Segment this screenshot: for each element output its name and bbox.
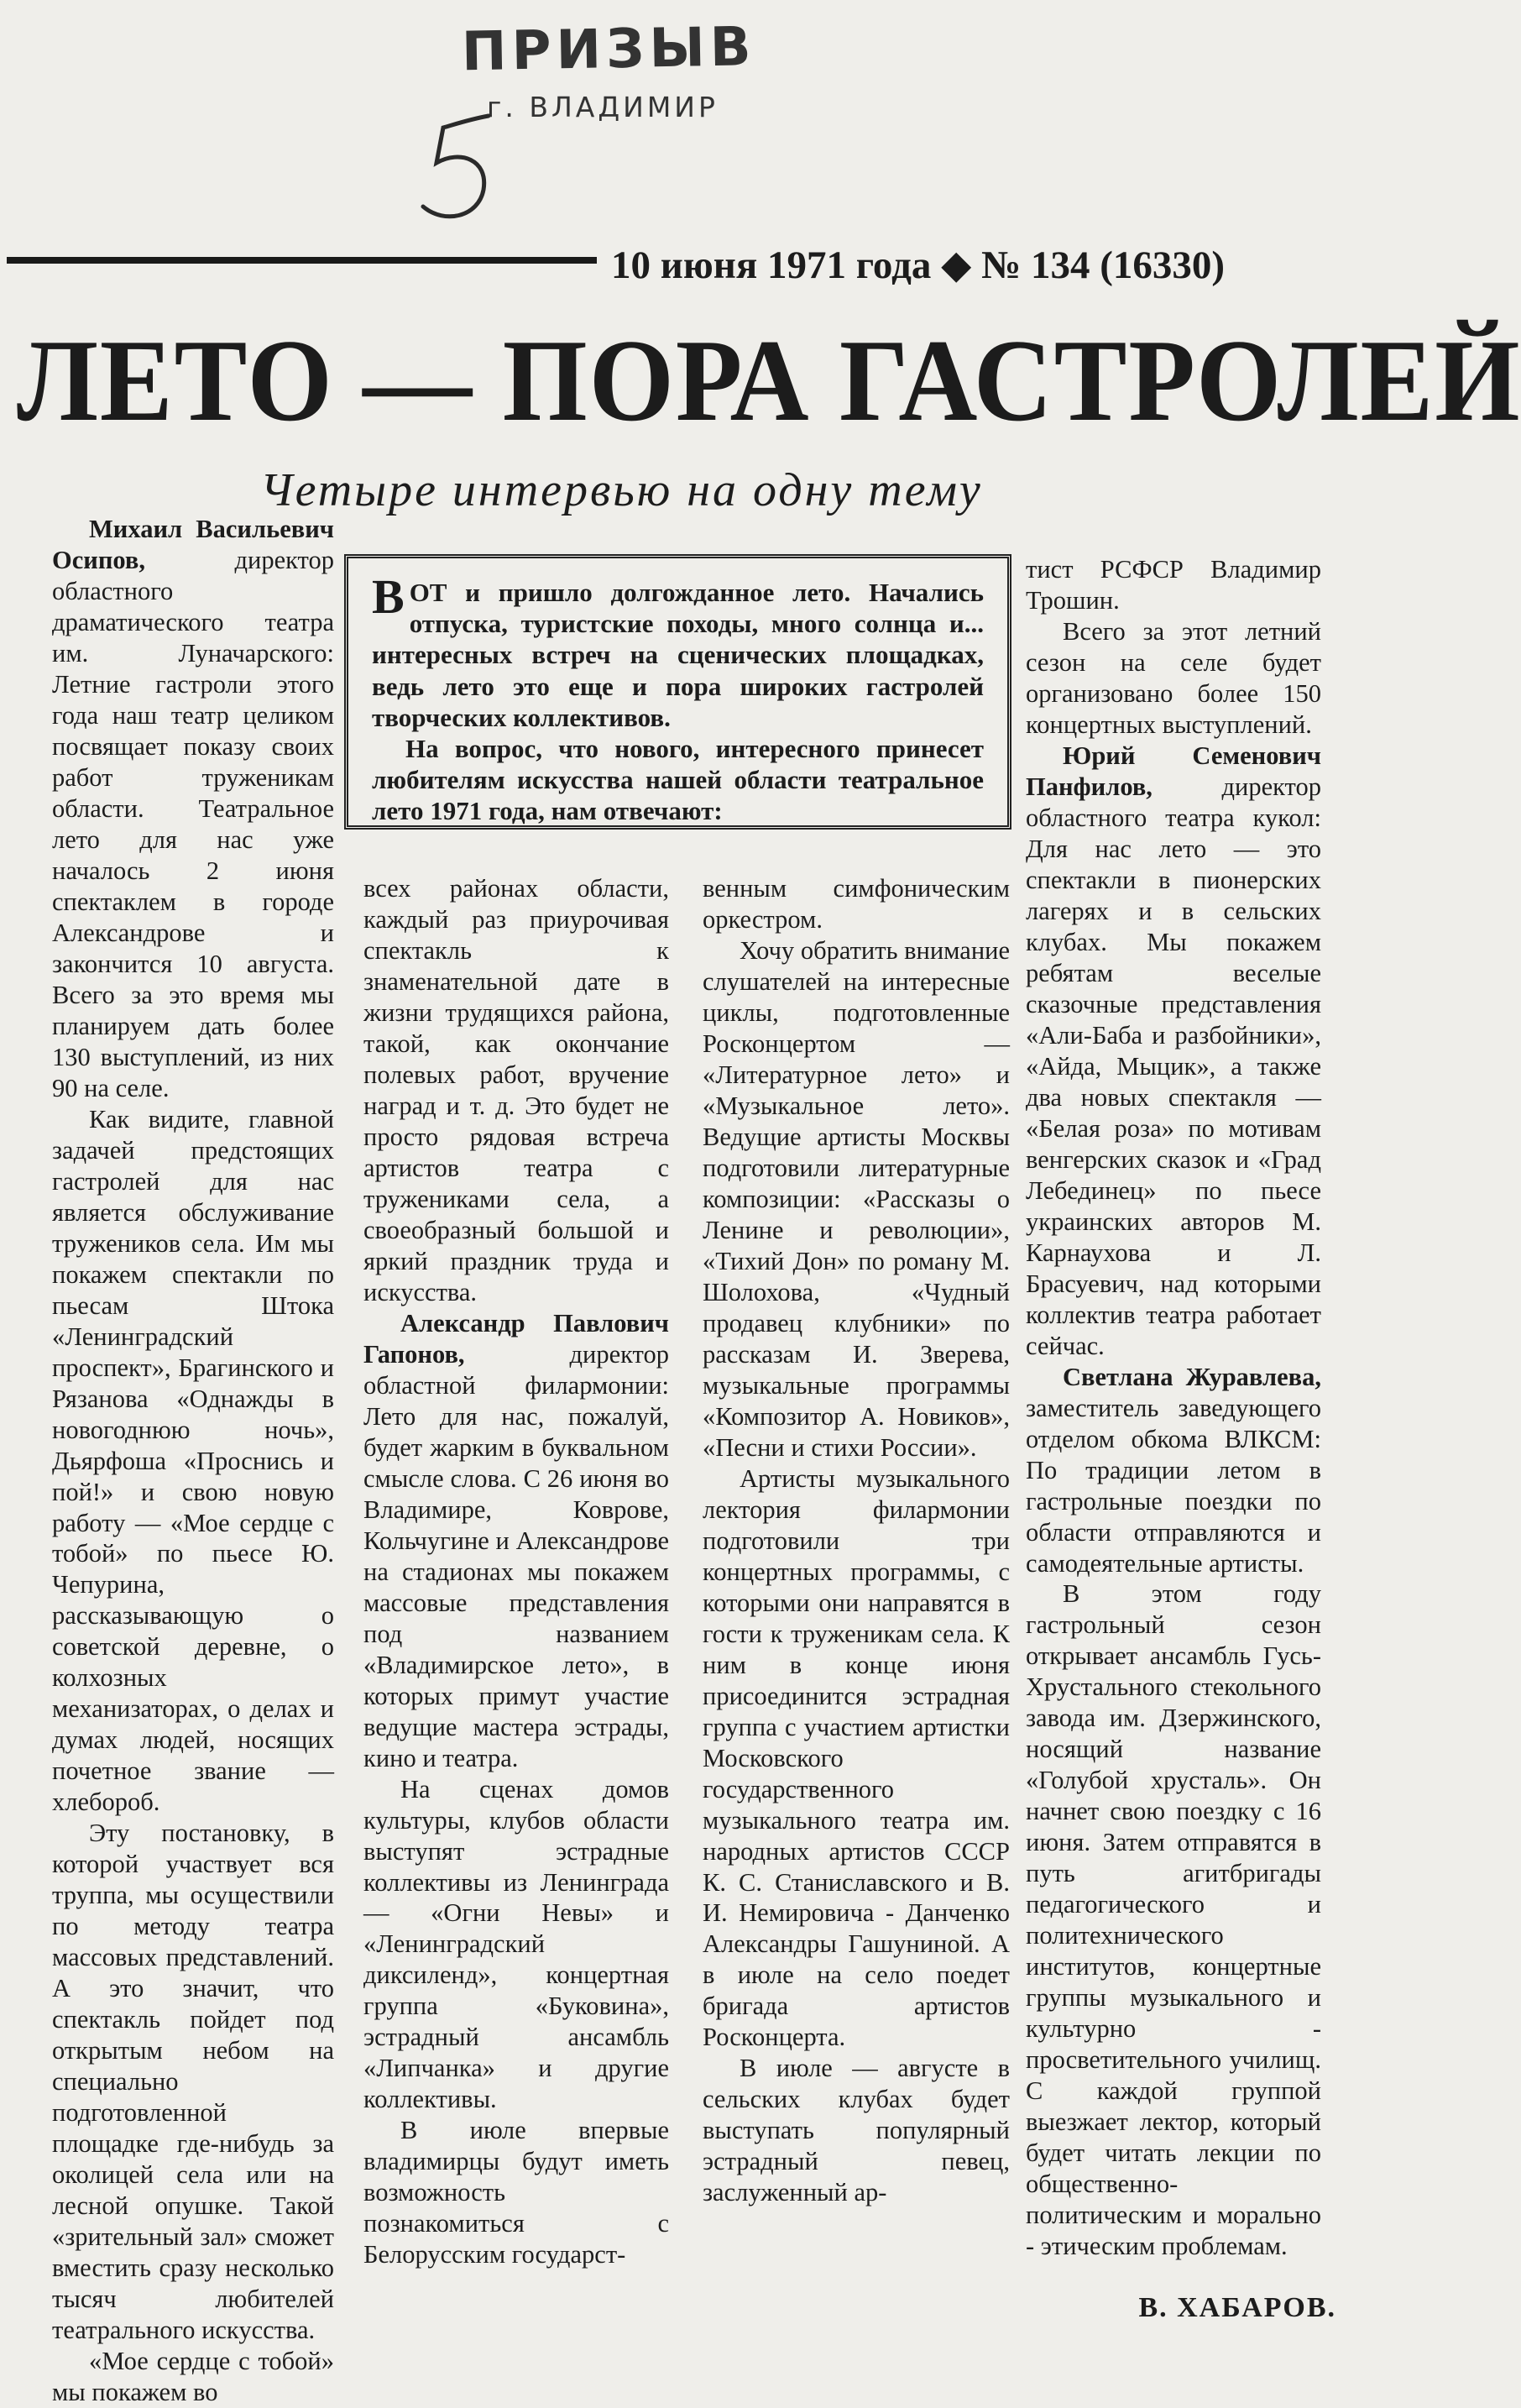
col2-paragraph-3: На сценах домов культуры, клубов области выступят эстрадные коллективы из Ленинграда — «Огни Невы» и «Ленинградский диксиленд», концертная группа «Буковина», эстрадный ансамбль «Липчанка» и другие коллективы. <box>363 1774 669 2114</box>
article-headline: ЛЕТО — ПОРА ГАСТРОЛЕЙ <box>17 316 1521 446</box>
issue-dateline <box>611 242 1333 288</box>
col3-paragraph-3: Артисты музыкального лектория филармонии подготовили три концертных программы, с которыми они направятся в гости к труженикам села. К ним в конце июня присоединится эстрадная группа с участием артистки Московского государственного музыкального театра им. народных артистов СССР К. С. Станиславского и В. И. Немировича - Данченко Александры Гашуниной. А в июле на село поедет бригада артистов Росконцерта. <box>703 1463 1010 2052</box>
masthead-rule <box>7 257 597 264</box>
col1-paragraph-1: директор областного драматического театра им. Луначарского: Летние гастроли этого года наш театр целиком посвящает показу своих работ труженикам области. Театральное лето для нас уже началось 2 июня спектаклем в городе Александрове и закончится 10 августа. Всего за это время мы планируем дать более 130 выступлений, из них 90 на селе. <box>52 545 334 1102</box>
intro-dropcap: В <box>372 569 405 624</box>
article-subheadline: Четыре интервью на одну тему <box>260 464 983 516</box>
col1-paragraph-3: Эту постановку, в которой участвует вся труппа, мы осуществили по методу театра массовых представлений. А это значит, что спектакль пойдет под открытым небом на специально подготовленной площадке где-нибудь за околицей села или на лесной опушке. Такой «зрительный зал» сможет вместить сразу несколько тысяч любителей театрального искусства. <box>52 1819 334 2345</box>
col2-paragraph-2: директор областной филармонии: Лето для нас, пожалуй, будет жарким в буквальном смысле слова. С 26 июня во Владимире, Коврове, Кольчугине и Александрове на стадионах мы покажем массовые представления под названием «Владимирское лето», в которых примут участие ведущие мастера эстрады, кино и театра. <box>363 1339 669 1772</box>
article-column-3 <box>703 873 1010 2208</box>
col3-paragraph-1: венным симфоническим оркестром. <box>703 874 1010 934</box>
article-column-2 <box>363 873 669 2270</box>
handwritten-mark <box>411 99 512 233</box>
intro-paragraph-1: ОТ и пришло долгожданное лето. Начались отпуска, туристские походы, много солнца и... интересных встреч на сценических площадках, ведь лето это еще и пора широких гастролей творческих коллективов. <box>372 578 984 732</box>
col1-paragraph-2: Как видите, главной задачей предстоящих гастролей для нас является обслуживание тружеников села. Им мы покажем спектакли по пьесам Штока «Ленинградский проспект», Брагинского и Рязанова «Однажды в новогоднюю ночь», Дьярфоша «Проснись и пой!» и свою новую работу — «Мое сердце с тобой» по пьесе Ю. Чепурина, рассказывающую о советской деревне, о колхозных механизаторах, о делах и думах людей, носящих почетное звание — хлебороб. <box>52 1104 334 1817</box>
issue-separator: ◆ <box>941 243 972 287</box>
col1-paragraph-4: «Мое сердце с тобой» мы покажем во <box>52 2347 334 2407</box>
newspaper-stamp-city: г. ВЛАДИМИР <box>487 91 719 123</box>
col2-paragraph-4: В июле впервые владимирцы будут иметь возможность познакомиться с Белорусским государст- <box>363 2116 669 2269</box>
col4-paragraph-1: тист РСФСР Владимир Трошин. <box>1026 555 1321 615</box>
interviewee-name-zhuravleva: Светлана Журавлева, <box>1063 1362 1321 1391</box>
article-column-4 <box>1026 554 1321 2262</box>
interviewee-name-osipov: Михаил Васильевич Осипов, <box>52 515 334 574</box>
issue-number: № 134 (16330) <box>981 243 1226 287</box>
col4-paragraph-5: В этом году гастрольный сезон открывает ансамбль Гусь-Хрустального стекольного завода им. Дзержинского, носящий название «Голубой хрусталь». Он начнет свою поездку с 16 июня. Затем отправятся в путь агитбригады педагогического и политехнического институтов, концертные группы музыкального и культурно - просветительного училищ. С каждой группой выезжает лектор, который будет читать лекции по общественно-политическим и морально - этическим проблемам. <box>1026 1579 1321 2261</box>
newspaper-stamp-name: ПРИЗЫВ <box>461 16 757 84</box>
intro-box <box>344 554 1011 830</box>
issue-date: 10 июня 1971 года <box>611 243 932 287</box>
intro-paragraph-2: На вопрос, что нового, интересного принесет любителям искусства нашей области театральное лето 1971 года, нам отвечают: <box>372 733 984 826</box>
interviewee-name-panfilov: Юрий Семенович Панфилов, <box>1026 741 1321 801</box>
article-signature: В. ХАБАРОВ. <box>1138 2292 1336 2323</box>
article-column-1 <box>52 514 334 2408</box>
col3-paragraph-4: В июле — августе в сельских клубах будет выступать популярный эстрадный певец, заслуженный ар- <box>703 2054 1010 2207</box>
col4-paragraph-3: директор областного театра кукол: Для нас лето — это спектакли в пионерских лагерях и в сельских клубах. Мы покажем ребятам веселые сказочные представления «Али-Баба и разбойники», «Айда, Мыцик», а также два новых спектакля — «Белая роза» по мотивам венгерских сказок и «Град Лебединец» по пьесе украинских авторов М. Карнаухова и Л. Брасуевич, над которыми коллектив театра работает сейчас. <box>1026 772 1321 1360</box>
col4-paragraph-2: Всего за этот летний сезон на селе будет организовано более 150 концертных выступлений. <box>1026 616 1321 739</box>
col3-paragraph-2: Хочу обратить внимание слушателей на интересные циклы, подготовленные Росконцертом — «Литературное лето» и «Музыкальное лето». Ведущие артисты Москвы подготовили литературные композиции: «Рассказы о Ленине и революции», «Тихий Дон» по роману М. Шолохова, «Чудный продавец клубники» по рассказам И. Зверева, музыкальные программы «Композитор А. Новиков», «Песни и стихи России». <box>703 935 1010 1462</box>
col2-paragraph-1: всех районах области, каждый раз приурочивая спектакль к знаменательной дате в жизни трудящихся района, такой, как окончание полевых работ, вручение наград и т. д. Это будет не просто рядовая встреча артистов театра с тружениками села, а своеобразный большой и яркий праздник труда и искусства. <box>363 874 669 1306</box>
interviewee-name-gaponov: Александр Павлович Гапонов, <box>363 1308 669 1369</box>
col4-paragraph-4: заместитель заведующего отделом обкома ВЛКСМ: По традиции летом в гастрольные поездки по области отправляются и самодеятельные артисты. <box>1026 1393 1321 1578</box>
